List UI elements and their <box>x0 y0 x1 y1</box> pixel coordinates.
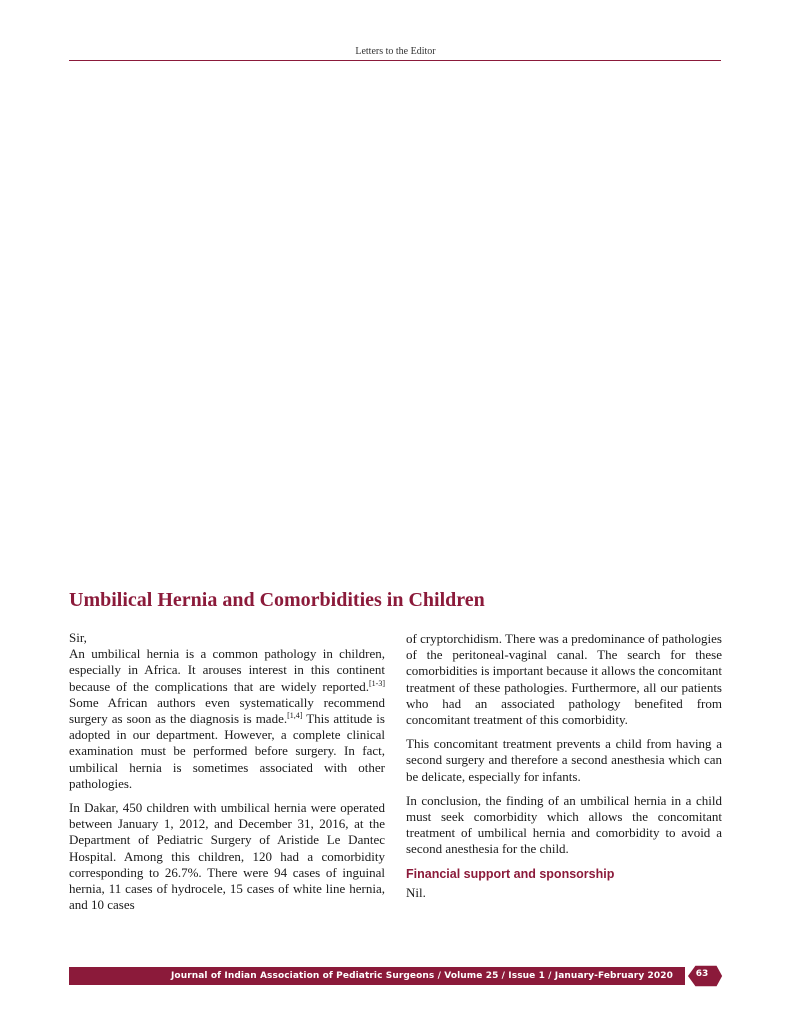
citation-ref[interactable]: [1-3] <box>369 678 385 688</box>
paragraph-intro <box>69 646 385 792</box>
funding-heading: Financial support and sponsorship <box>406 866 615 881</box>
journal-citation: Journal of Indian Association of Pediatric Surgeons / Volume 25 / Issue 1 / January-February 2020 <box>170 971 673 981</box>
footer-bar <box>69 967 685 985</box>
paragraph-treatment: This concomitant treatment prevents a child from having a second surgery and therefore a second anesthesia which can be delicate, especially for infants. <box>406 736 722 784</box>
salutation: Sir, <box>69 630 87 645</box>
funding-text: Nil. <box>406 884 426 900</box>
page-number: 63 <box>695 969 709 979</box>
article-title: Umbilical Hernia and Comorbidities in Children <box>69 589 485 611</box>
right-column <box>406 631 722 901</box>
running-head: Letters to the Editor <box>355 46 436 57</box>
intro-text-b: Some African authors even systematically recommend surgery as soon as the diagnosis is made. <box>69 694 385 727</box>
paragraph-conclusion: In conclusion, the finding of an umbilical hernia in a child must seek comorbidity which allows the concomitant treatment of umbilical hernia and comorbidity to avoid a second anesthesia for the child. <box>406 792 722 857</box>
intro-text-a: An umbilical hernia is a common pathology in children, especially in Africa. It arouses interest in this continent because of the complications that are widely reported. <box>69 646 385 694</box>
citation-ref[interactable]: [1,4] <box>287 711 303 721</box>
header-rule <box>69 60 721 61</box>
paragraph-cryptorchidism: of cryptorchidism. There was a predominance of pathologies of the peritoneal-vaginal canal. The search for these comorbidities is important because it allows the concomitant treatment of these pathologies. Furthermore, all our patients who had an associated pathology benefited from concomitant treatment of this comorbidity. <box>406 631 722 728</box>
intro-text-c: This attitude is adopted in our department. However, a complete clinical examination must be performed before surgery. In fact, umbilical hernia is sometimes associated with other pathologies. <box>69 711 385 791</box>
paragraph-dakar: In Dakar, 450 children with umbilical hernia were operated between January 1, 2012, and December 31, 2016, at the Department of Pediatric Surgery of Aristide Le Dantec Hospital. Among this children, 120 had a comorbidity corresponding to 26.7%. There were 94 cases of inguinal hernia, 11 cases of hydrocele, 15 cases of white line hernia, and 10 cases <box>69 800 385 913</box>
left-column <box>69 630 385 921</box>
